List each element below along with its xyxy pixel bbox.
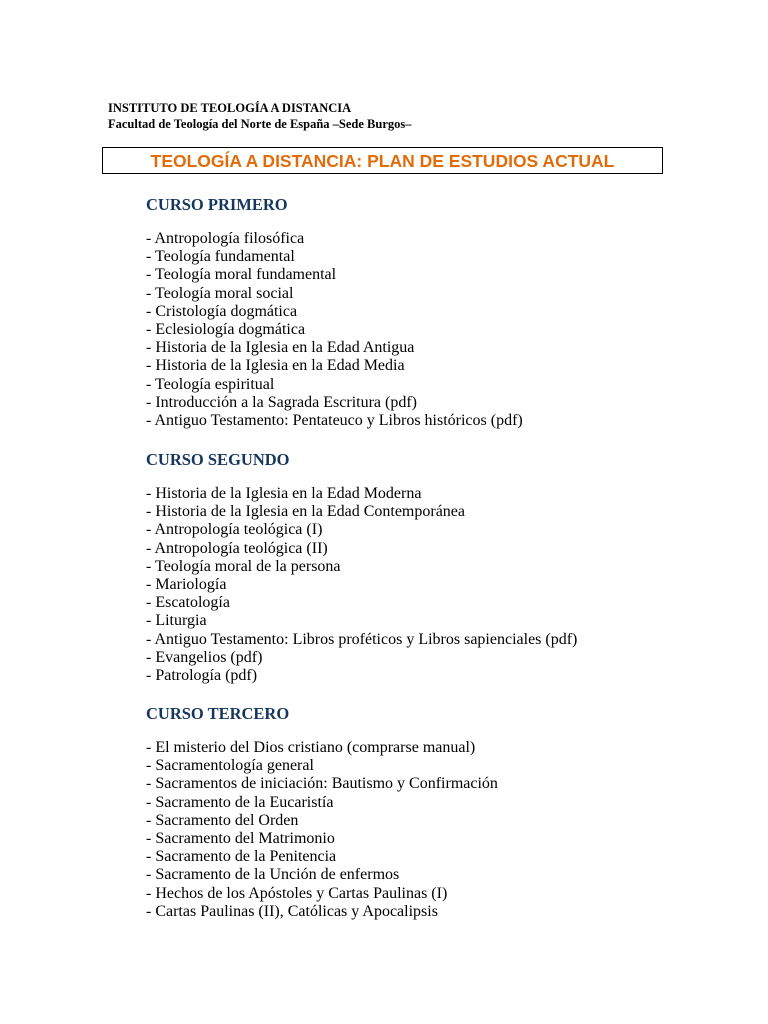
subject-item: - Teología moral fundamental bbox=[146, 266, 337, 284]
subject-list bbox=[146, 230, 523, 430]
subject-item: - Teología moral de la persona bbox=[146, 557, 341, 575]
subject-item: - El misterio del Dios cristiano (comprarse manual) bbox=[146, 739, 476, 756]
subject-item: - Teología fundamental bbox=[146, 248, 295, 266]
subject-item: - Antiguo Testamento: Pentateuco y Libros históricos (pdf) bbox=[146, 412, 523, 430]
subject-item: - Sacramentos de iniciación: Bautismo y Confirmación bbox=[146, 775, 498, 793]
subject-item: - Introducción a la Sagrada Escritura (pdf) bbox=[146, 393, 417, 411]
subject-item: - Sacramento de la Penitencia bbox=[146, 848, 337, 866]
document-title: TEOLOGÍA A DISTANCIA: PLAN DE ESTUDIOS ACTUAL bbox=[150, 151, 615, 171]
subject-item: - Cristología dogmática bbox=[146, 302, 298, 320]
course-heading: CURSO SEGUNDO bbox=[146, 450, 290, 469]
subject-list bbox=[146, 739, 498, 921]
course-section-segundo bbox=[146, 450, 578, 685]
subject-item: - Liturgia bbox=[146, 612, 207, 630]
course-heading: CURSO TERCERO bbox=[146, 704, 290, 723]
subject-item: - Historia de la Iglesia en la Edad Antigua bbox=[146, 339, 415, 357]
subject-item: - Sacramento de la Unción de enfermos bbox=[146, 866, 400, 884]
subject-list bbox=[146, 485, 577, 685]
subject-item: - Historia de la Iglesia en la Edad Moderna bbox=[146, 485, 422, 502]
document-header bbox=[108, 100, 412, 132]
subject-item: - Antropología filosófica bbox=[146, 230, 305, 247]
subject-item: - Antropología teológica (I) bbox=[146, 521, 323, 539]
subject-item: - Historia de la Iglesia en la Edad Contemporánea bbox=[146, 503, 465, 521]
subject-item: - Sacramentología general bbox=[146, 757, 314, 775]
subject-item: - Eclesiología dogmática bbox=[146, 321, 306, 339]
subject-item: - Antropología teológica (II) bbox=[146, 539, 328, 557]
faculty-name: Facultad de Teología del Norte de España –Sede Burgos– bbox=[108, 117, 412, 131]
subject-item: - Sacramento de la Eucaristía bbox=[146, 793, 334, 811]
institute-name: INSTITUTO DE TEOLOGÍA A DISTANCIA bbox=[108, 101, 352, 115]
course-section-primero bbox=[146, 195, 523, 430]
course-section-tercero bbox=[146, 704, 498, 920]
course-heading: CURSO PRIMERO bbox=[146, 195, 288, 214]
subject-item: - Teología moral social bbox=[146, 284, 294, 302]
subject-item: - Historia de la Iglesia en la Edad Media bbox=[146, 357, 405, 375]
subject-item: - Escatología bbox=[146, 594, 230, 612]
subject-item: - Mariología bbox=[146, 576, 227, 594]
subject-item: - Patrología (pdf) bbox=[146, 667, 258, 685]
subject-item: - Cartas Paulinas (II), Católicas y Apocalipsis bbox=[146, 902, 438, 920]
subject-item: - Hechos de los Apóstoles y Cartas Paulinas (I) bbox=[146, 884, 448, 902]
subject-item: - Antiguo Testamento: Libros proféticos y Libros sapienciales (pdf) bbox=[146, 630, 578, 648]
subject-item: - Teología espiritual bbox=[146, 375, 275, 393]
title-box bbox=[102, 147, 663, 174]
subject-item: - Evangelios (pdf) bbox=[146, 648, 263, 666]
subject-item: - Sacramento del Orden bbox=[146, 811, 299, 829]
subject-item: - Sacramento del Matrimonio bbox=[146, 830, 335, 848]
